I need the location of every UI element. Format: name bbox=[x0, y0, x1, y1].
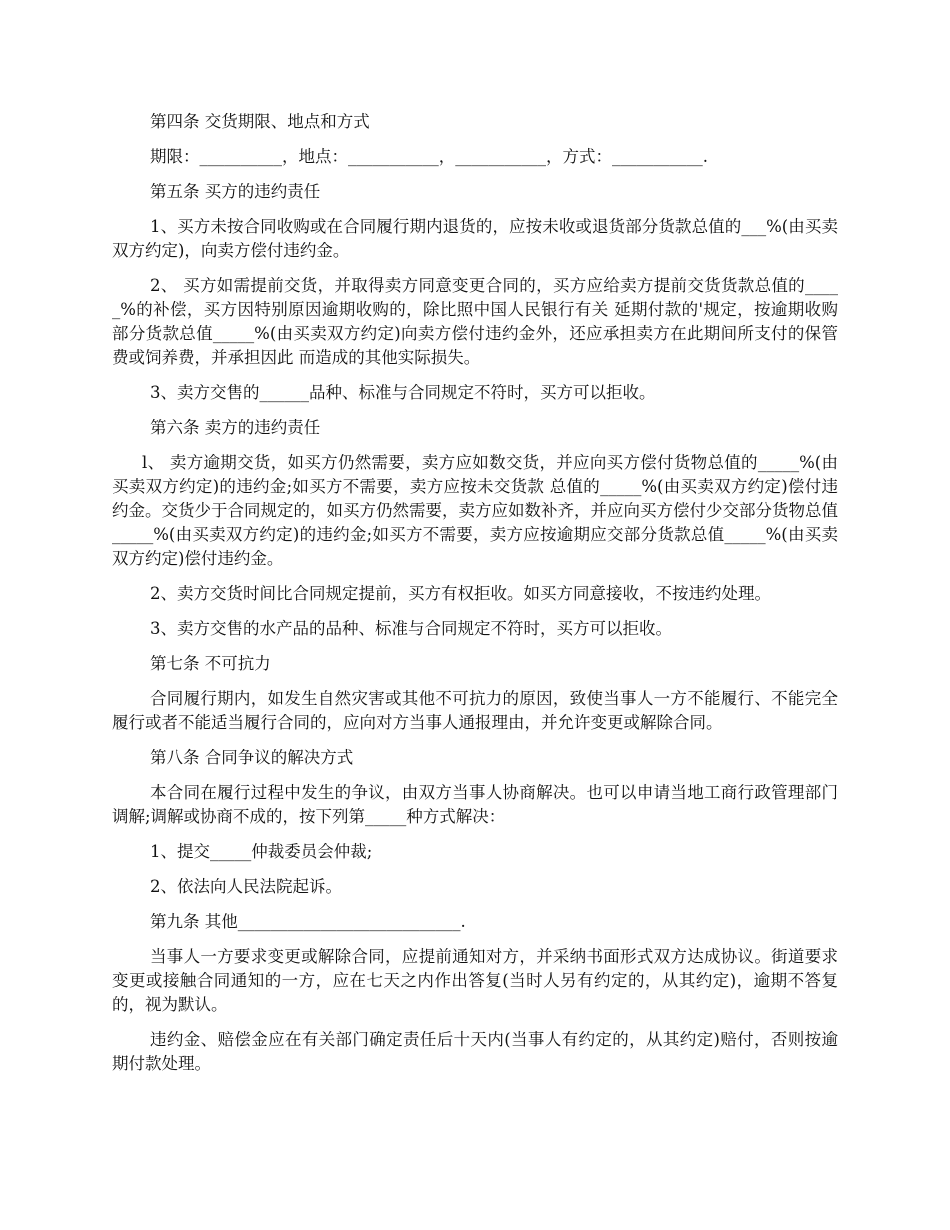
article-6-heading: 第六条 卖方的违约责任 bbox=[150, 418, 321, 437]
penalty-payment-clause: 违约金、赔偿金应在有关部门确定责任后十天内(当事人有约定的，从其约定)赔付，否则按逾期付款处理。 bbox=[112, 1030, 838, 1073]
article-6-clause-3: 3、卖方交售的水产品的品种、标准与合同规定不符时，买方可以拒收。 bbox=[150, 619, 672, 638]
article-6-clause-2: 2、卖方交货时间比合同规定提前，买方有权拒收。如买方同意接收，不按违约处理。 bbox=[150, 584, 771, 603]
article-5-clause-2: 2、 买方如需提前交货，并取得卖方同意变更合同的，买方应给卖方提前交货货款总值的_____%的补偿，买方因特别原因逾期收购的，除比照中国人民银行有关 延期付款的'规定，按逾期收购部分货款总值_____%(由买卖双方约定)向卖方偿付违约金外，还应承担卖方在此期间所支付的保管费或饲养费，并承担因此 而造成的其他实际损失。 bbox=[112, 276, 838, 367]
article-7-heading: 第七条 不可抗力 bbox=[150, 654, 271, 673]
article-4-terms: 期限：__________，地点：___________，___________，方式：___________. bbox=[150, 147, 708, 166]
article-8-heading: 第八条 合同争议的解决方式 bbox=[150, 748, 354, 767]
article-8-body: 本合同在履行过程中发生的争议，由双方当事人协商解决。也可以申请当地工商行政管理部门调解;调解或协商不成的，按下列第_____种方式解决： bbox=[112, 783, 838, 826]
article-5-clause-1: 1、买方未按合同收购或在合同履行期内退货的，应按未收或退货部分货款总值的___%(由买卖双方约定)，向卖方偿付违约金。 bbox=[112, 217, 838, 260]
article-8-option-2: 2、依法向人民法院起诉。 bbox=[150, 877, 342, 896]
article-5-clause-3: 3、卖方交售的______品种、标准与合同规定不符时，买方可以拒收。 bbox=[150, 383, 656, 402]
article-4-heading: 第四条 交货期限、地点和方式 bbox=[150, 112, 370, 131]
modification-clause: 当事人一方要求变更或解除合同，应提前通知对方，并采纳书面形式双方达成协议。街道要求变更或接触合同通知的一方，应在七天之内作出答复(当时人另有约定的，从其约定)，逾期不答复的，视为默认。 bbox=[112, 947, 838, 1014]
article-8-option-1: 1、提交_____仲裁委员会仲裁; bbox=[150, 842, 373, 861]
article-6-clause-1: l、 卖方逾期交货，如买方仍然需要，卖方应如数交货，并应向买方偿付货物总值的_____%(由买卖双方约定)的违约金;如买方不需要，卖方应按未交货款 总值的_____%(由买卖双方约定)偿付违约金。交货少于合同规定的，如买方仍然需要，卖方应如数补齐，并应向买方偿付少交部分货物总值 _____%(由买卖双方约定)的违约金;如买方不需要，卖方应按逾期应交部分货款总值_____%(由买卖双方约定)偿付违约金。 bbox=[112, 453, 838, 568]
article-7-body: 合同履行期内，如发生自然灾害或其他不可抗力的原因，致使当事人一方不能履行、不能完全履行或者不能适当履行合同的，应向对方当事人通报理由，并允许变更或解除合同。 bbox=[112, 689, 838, 732]
article-9-heading: 第九条 其他___________________________. bbox=[150, 912, 466, 931]
article-5-heading: 第五条 买方的违约责任 bbox=[150, 182, 321, 201]
